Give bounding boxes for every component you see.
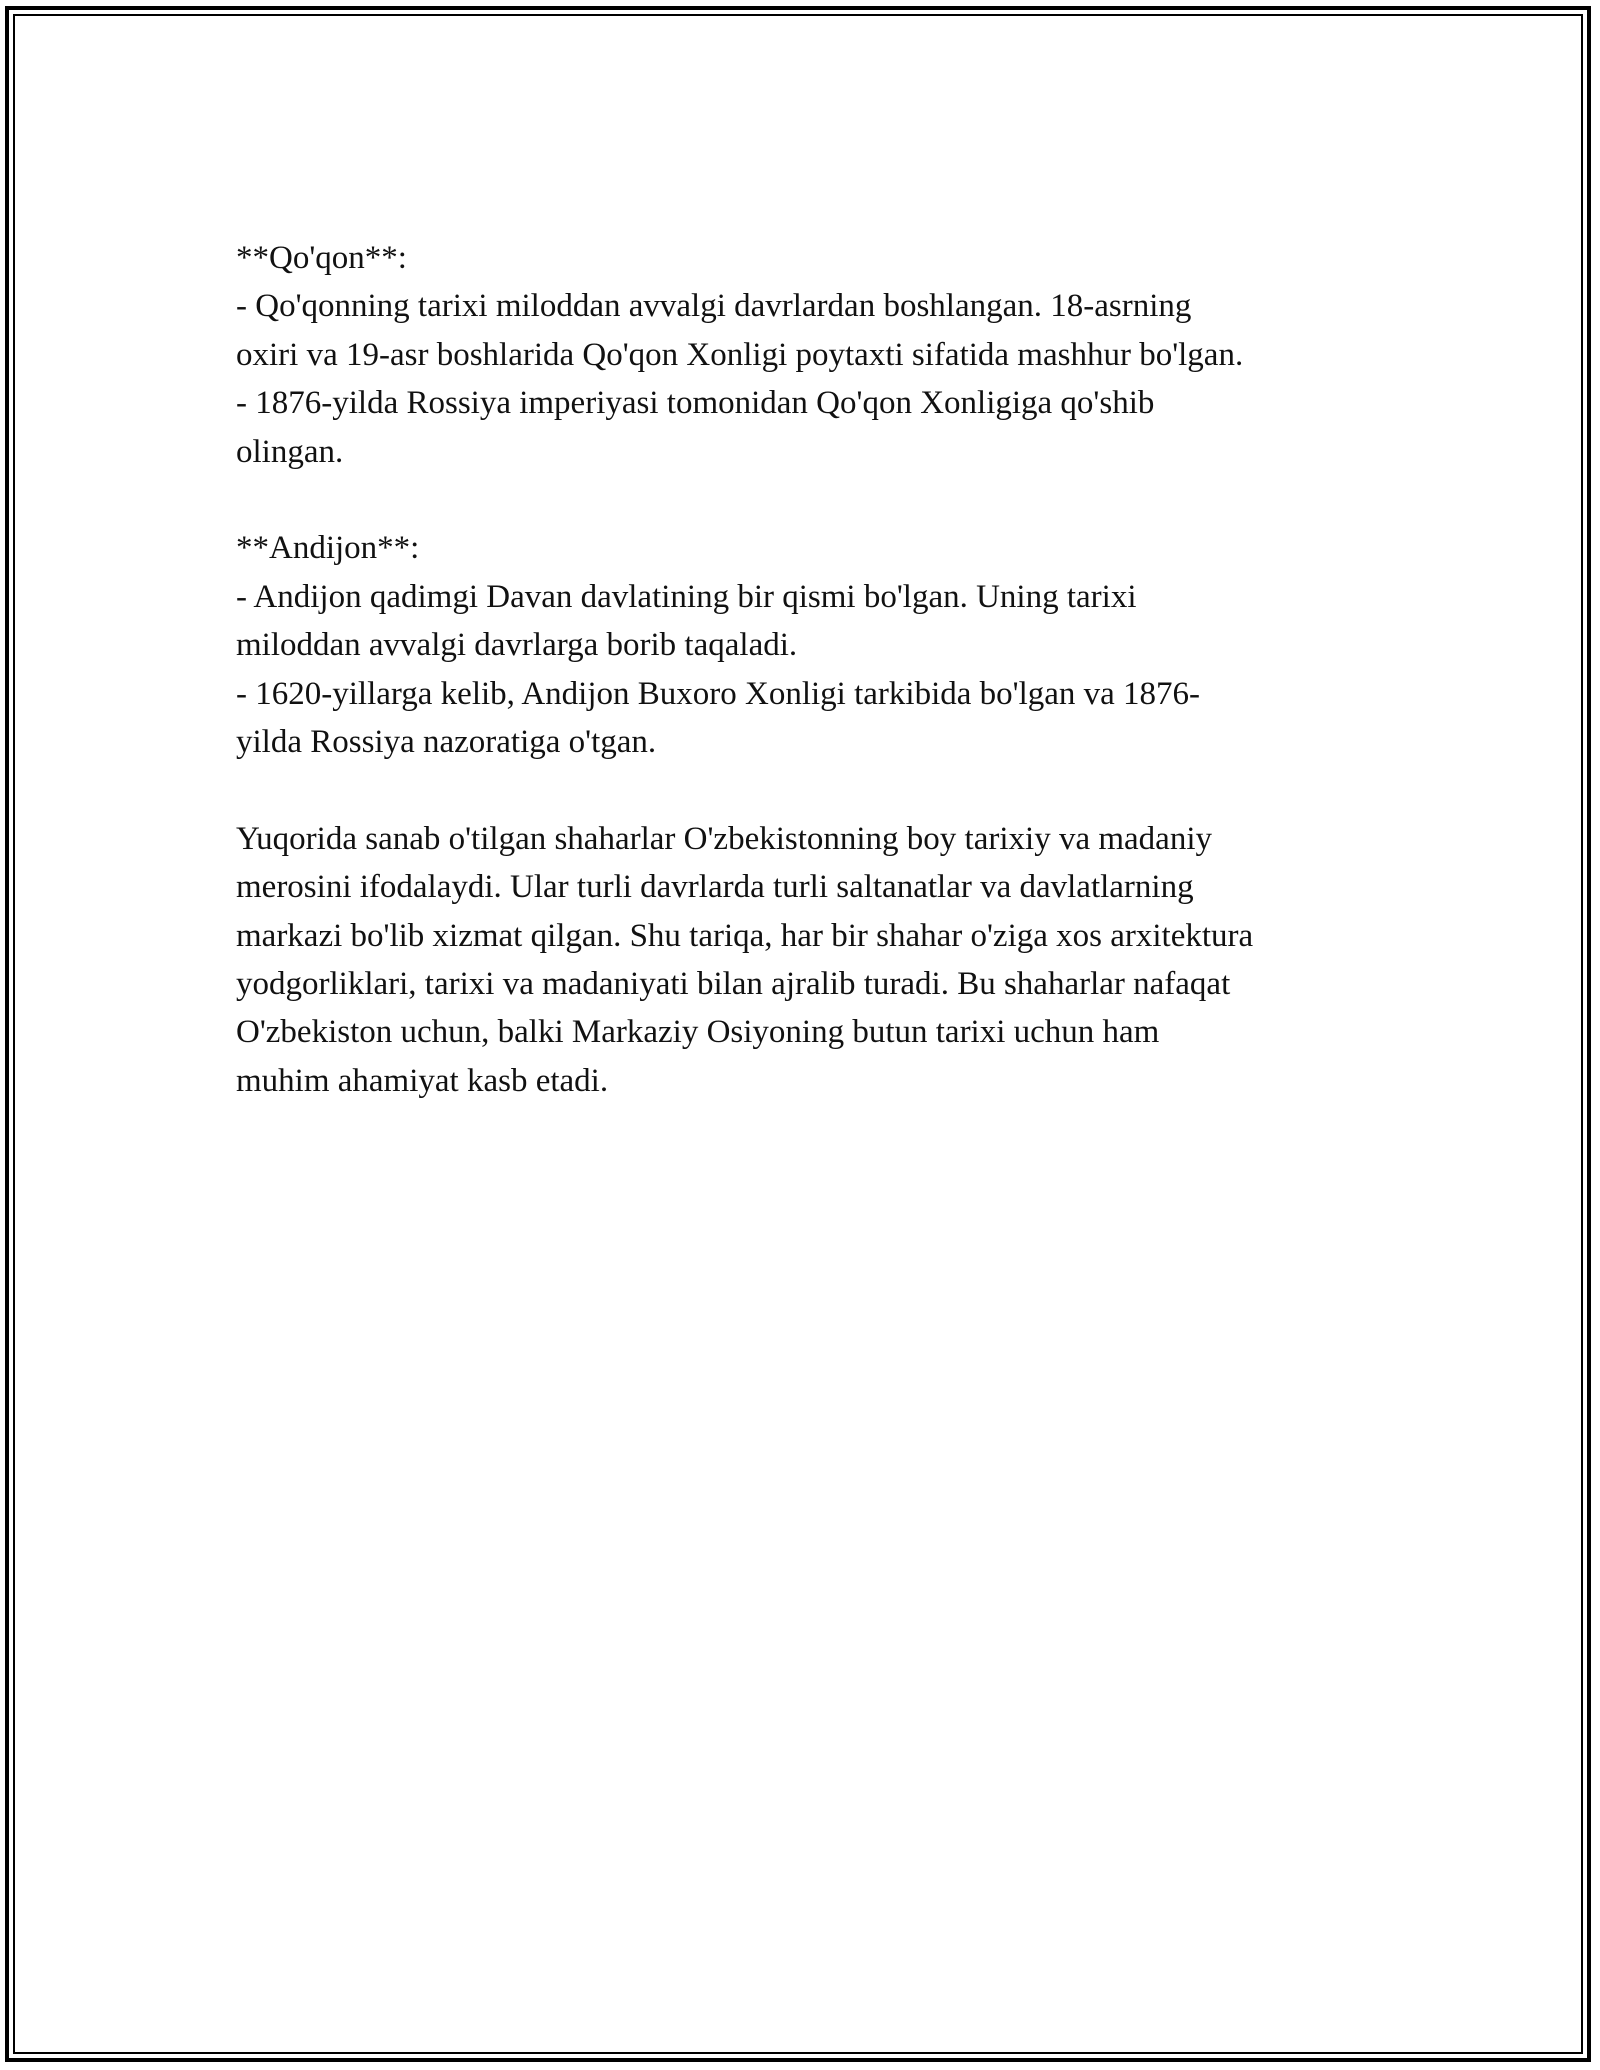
text-line: olingan.	[236, 433, 344, 470]
document-body	[236, 234, 1386, 1105]
conclusion-paragraph	[236, 815, 1386, 1105]
text-line: merosini ifodalaydi. Ular turli davrlarda turli saltanatlar va davlatlarning	[236, 869, 1194, 906]
paragraph-gap	[236, 766, 1386, 814]
text-line: - 1876-yilda Rossiya imperiyasi tomonidan Qo'qon Xonligiga qo'shib	[236, 385, 1155, 422]
text-line: miloddan avvalgi davrlarga borib taqaladi.	[236, 627, 798, 664]
text-line: oxiri va 19-asr boshlarida Qo'qon Xonligi poytaxti sifatida mashhur bo'lgan.	[236, 336, 1244, 373]
text-line: O'zbekiston uchun, balki Markaziy Osiyoning butun tarixi uchun ham	[236, 1014, 1160, 1051]
text-line: yodgorliklari, tarixi va madaniyati bilan ajralib turadi. Bu shaharlar nafaqat	[236, 966, 1231, 1003]
text-line: muhim ahamiyat kasb etadi.	[236, 1062, 609, 1099]
section-andijon	[236, 524, 1386, 766]
section-heading: **Qo'qon**:	[236, 240, 407, 276]
section-heading: **Andijon**:	[236, 530, 420, 567]
text-line: markazi bo'lib xizmat qilgan. Shu tariqa, har bir shahar o'ziga xos arxitektura	[236, 917, 1254, 954]
text-line: - Andijon qadimgi Davan davlatining bir qismi bo'lgan. Uning tarixi	[236, 578, 1137, 615]
paragraph-gap	[236, 476, 1386, 524]
text-line: - 1620-yillarga kelib, Andijon Buxoro Xonligi tarkibida bo'lgan va 1876-	[236, 675, 1201, 712]
text-line: - Qo'qonning tarixi miloddan avvalgi davrlardan boshlangan. 18-asrning	[236, 288, 1192, 325]
text-line: yilda Rossiya nazoratiga o'tgan.	[236, 724, 657, 761]
section-qoqon	[236, 234, 1386, 476]
text-line: Yuqorida sanab o'tilgan shaharlar O'zbekistonning boy tarixiy va madaniy	[236, 820, 1212, 857]
